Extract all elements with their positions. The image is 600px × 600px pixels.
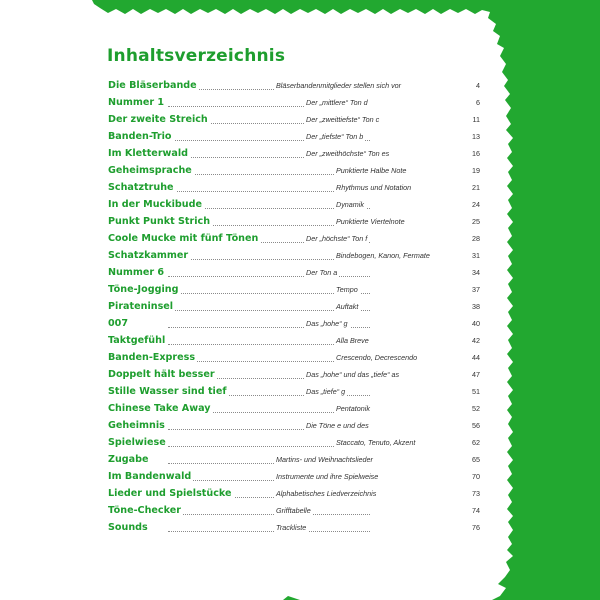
entry-description: Dynamik <box>336 200 364 210</box>
entry-title: Töne-Checker <box>108 505 181 517</box>
entry-title: Im Bandenwald <box>108 471 192 483</box>
toc-entry[interactable] <box>108 486 480 503</box>
entry-title: In der Muckibude <box>108 199 202 211</box>
entry-title: Doppelt hält besser <box>108 369 215 381</box>
entry-page-number: 44 <box>472 353 480 363</box>
toc-entry[interactable] <box>108 282 480 299</box>
entry-page-number: 65 <box>472 455 480 465</box>
toc-entry[interactable] <box>108 503 480 520</box>
entry-page-number: 51 <box>472 387 480 397</box>
entry-title: Geheimnis <box>108 420 165 432</box>
entry-description: Der „höchste“ Ton f <box>306 234 368 244</box>
entry-title: Taktgefühl <box>108 335 166 347</box>
toc-entry[interactable] <box>108 146 480 163</box>
toc-entry[interactable] <box>108 333 480 350</box>
entry-page-number: 62 <box>472 438 480 448</box>
entry-title: Chinese Take Away <box>108 403 211 415</box>
entry-page-number: 38 <box>472 302 480 312</box>
toc-entry[interactable] <box>108 95 480 112</box>
table-of-contents <box>108 78 480 537</box>
toc-entry[interactable] <box>108 469 480 486</box>
toc-entry[interactable] <box>108 452 480 469</box>
entry-page-number: 24 <box>472 200 480 210</box>
entry-description: Punktierte Viertelnote <box>336 217 405 227</box>
entry-title: Geheimsprache <box>108 165 192 177</box>
entry-description: Der „tiefste“ Ton b <box>306 132 364 142</box>
toc-entry[interactable] <box>108 299 480 316</box>
entry-page-number: 52 <box>472 404 480 414</box>
entry-page-number: 37 <box>472 285 480 295</box>
toc-entry[interactable] <box>108 435 480 452</box>
entry-title: Coole Mucke mit fünf Tönen <box>108 233 259 245</box>
entry-page-number: 56 <box>472 421 480 431</box>
leader-dots <box>168 276 370 277</box>
entry-description: Die Töne e und des <box>306 421 369 431</box>
entry-title: Pirateninsel <box>108 301 174 313</box>
entry-title: Banden-Express <box>108 352 196 364</box>
entry-description: Bläserbandenmitglieder stellen sich vor <box>276 81 402 90</box>
toc-entry[interactable] <box>108 367 480 384</box>
entry-page-number: 11 <box>472 115 480 125</box>
entry-description: Bindebogen, Kanon, Fermate <box>336 251 430 261</box>
entry-title: Zugabe <box>108 454 149 466</box>
toc-entry[interactable] <box>108 265 480 282</box>
entry-title: Sounds <box>108 522 148 534</box>
entry-title: Stille Wasser sind tief <box>108 386 227 398</box>
entry-description: Alphabetisches Liedverzeichnis <box>276 489 377 499</box>
entry-title: Die Bläserbande <box>108 80 197 91</box>
toc-entry[interactable] <box>108 248 480 265</box>
entry-description: Das „hohe“ g <box>306 319 348 329</box>
entry-page-number: 13 <box>472 132 480 142</box>
toc-entry[interactable] <box>108 78 480 95</box>
entry-description: Martins- und Weihnachtslieder <box>276 455 373 465</box>
entry-page-number: 31 <box>472 251 480 261</box>
entry-description: Instrumente und ihre Spielweise <box>276 472 379 482</box>
entry-page-number: 73 <box>472 489 480 499</box>
entry-page-number: 42 <box>472 336 480 346</box>
entry-title: Punkt Punkt Strich <box>108 216 211 228</box>
toc-entry[interactable] <box>108 418 480 435</box>
entry-description: Der „zweittiefste“ Ton c <box>306 115 380 125</box>
entry-description: Auftakt <box>336 302 359 312</box>
toc-entry[interactable] <box>108 350 480 367</box>
entry-page-number: 74 <box>472 506 480 516</box>
entry-description: Der „zweithöchste“ Ton es <box>306 149 390 159</box>
toc-entry[interactable] <box>108 520 480 537</box>
entry-description: Grifftabelle <box>276 506 311 516</box>
toc-entry[interactable] <box>108 129 480 146</box>
entry-description: Trackliste <box>276 523 307 533</box>
entry-page-number: 19 <box>472 166 480 176</box>
entry-description: Rhythmus und Notation <box>336 183 412 193</box>
entry-title: 007 <box>108 318 129 330</box>
entry-description: Das „hohe“ und das „tiefe“ as <box>306 370 400 380</box>
entry-title: Spielwiese <box>108 437 166 449</box>
entry-description: Alla Breve <box>336 336 369 346</box>
entry-page-number: 34 <box>472 268 480 278</box>
leader-dots <box>168 514 370 515</box>
entry-description: Der „mittlere“ Ton d <box>306 98 368 108</box>
entry-page-number: 70 <box>472 472 480 482</box>
entry-page-number: 28 <box>472 234 480 244</box>
toc-entry[interactable] <box>108 214 480 231</box>
toc-entry[interactable] <box>108 231 480 248</box>
leader-dots <box>168 531 370 532</box>
entry-page-number: 16 <box>472 149 480 159</box>
toc-entry[interactable] <box>108 197 480 214</box>
entry-page-number: 76 <box>472 523 480 533</box>
entry-description: Punktierte Halbe Note <box>336 166 407 176</box>
toc-entry[interactable] <box>108 163 480 180</box>
entry-description: Das „tiefe“ g <box>306 387 346 397</box>
toc-entry[interactable] <box>108 384 480 401</box>
toc-entry[interactable] <box>108 401 480 418</box>
entry-description: Crescendo, Decrescendo <box>336 353 418 363</box>
entry-page-number: 4 <box>476 81 480 90</box>
entry-page-number: 25 <box>472 217 480 227</box>
entry-description: Staccato, Tenuto, Akzent <box>336 438 416 448</box>
toc-entry[interactable] <box>108 112 480 129</box>
entry-title: Im Kletterwald <box>108 148 189 160</box>
toc-entry[interactable] <box>108 316 480 333</box>
entry-title: Nummer 6 <box>108 267 165 279</box>
entry-title: Schatztruhe <box>108 182 174 194</box>
entry-description: Der Ton a <box>306 268 338 278</box>
entry-page-number: 40 <box>472 319 480 329</box>
entry-description: Pentatonik <box>336 404 370 414</box>
entry-title: Banden-Trio <box>108 131 172 143</box>
toc-entry[interactable] <box>108 180 480 197</box>
entry-title: Schatzkammer <box>108 250 189 262</box>
page-title: Inhaltsverzeichnis <box>107 46 286 66</box>
entry-page-number: 47 <box>472 370 480 380</box>
entry-title: Lieder und Spielstücke <box>108 488 232 500</box>
entry-description: Tempo <box>336 285 358 295</box>
entry-title: Nummer 1 <box>108 97 165 109</box>
entry-page-number: 6 <box>476 98 480 108</box>
entry-title: Töne-Jogging <box>108 284 179 296</box>
entry-page-number: 21 <box>472 183 480 193</box>
entry-title: Der zweite Streich <box>108 114 208 126</box>
